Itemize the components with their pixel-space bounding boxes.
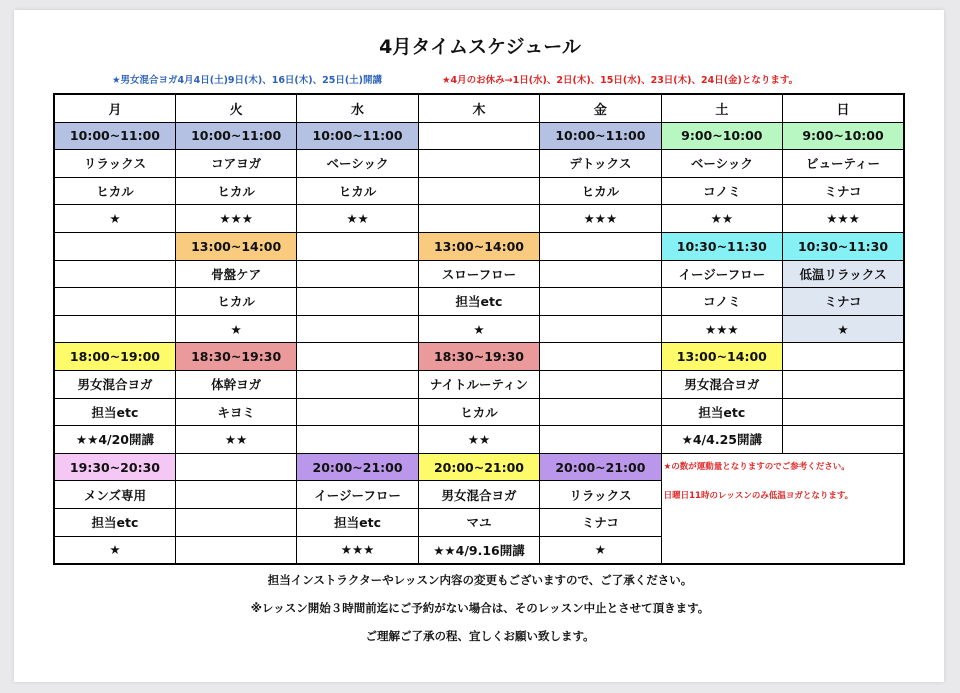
- empty-cell: [54, 288, 175, 316]
- intensity-stars: ★4/4.25開講: [661, 426, 782, 454]
- lesson-name: 男女混合ヨガ: [661, 370, 782, 398]
- empty-cell: [540, 288, 661, 316]
- lesson-name: スローフロー: [418, 260, 539, 288]
- intensity-stars: ★★★: [783, 205, 904, 233]
- lesson-row: [54, 260, 904, 288]
- empty-cell: [297, 343, 418, 371]
- time-slot: 20:00~21:00: [418, 453, 539, 481]
- time-slot: 20:00~21:00: [297, 453, 418, 481]
- day-header: 月: [54, 94, 175, 122]
- lesson-name: 低温リラックス: [783, 260, 904, 288]
- time-slot: 13:00~14:00: [661, 343, 782, 371]
- day-header: 日: [783, 94, 904, 122]
- day-header-row: [54, 94, 904, 122]
- intensity-stars: ★★4/20開講: [54, 426, 175, 454]
- coed-yoga-notice: ★男女混合ヨガ4月4日(土)9日(木)、16日(木)、25日(土)開講: [112, 75, 383, 86]
- empty-cell: [540, 398, 661, 426]
- instructor-name: コノミ: [661, 288, 782, 316]
- time-slot: 18:30~19:30: [418, 343, 539, 371]
- intensity-stars: ★: [418, 315, 539, 343]
- time-slot: 10:00~11:00: [54, 122, 175, 150]
- intensity-stars: ★: [175, 315, 296, 343]
- intensity-stars: ★: [54, 205, 175, 233]
- notes-cell: [661, 453, 904, 564]
- instructor-name: ヒカル: [175, 288, 296, 316]
- empty-cell: [297, 370, 418, 398]
- instructor-name: 担当etc: [297, 508, 418, 536]
- intensity-stars: ★★★: [297, 536, 418, 564]
- time-row: [54, 453, 904, 481]
- lesson-name: ビューティー: [783, 150, 904, 178]
- page-title: 4月タイムスケジュール: [379, 36, 581, 58]
- instructor-name: 担当etc: [418, 288, 539, 316]
- lesson-name: ベーシック: [661, 150, 782, 178]
- time-row: [54, 122, 904, 150]
- time-slot: 13:00~14:00: [418, 232, 539, 260]
- empty-cell: [54, 315, 175, 343]
- holiday-notice: ★4月のお休み→1日(水)、2日(木)、15日(水)、23日(木)、24日(金)となります。: [442, 75, 799, 86]
- schedule-table: [53, 93, 905, 565]
- empty-cell: [540, 260, 661, 288]
- empty-cell: [297, 315, 418, 343]
- empty-cell: [783, 343, 904, 371]
- empty-cell: [418, 122, 539, 150]
- star-intensity-note: ★の数が運動量となりますのでご参考ください。: [663, 461, 850, 472]
- day-header: 火: [175, 94, 296, 122]
- empty-cell: [297, 426, 418, 454]
- intensity-stars: ★★★: [661, 315, 782, 343]
- day-header: 木: [418, 94, 539, 122]
- intensity-stars: ★★4/9.16開講: [418, 536, 539, 564]
- lesson-row: [54, 150, 904, 178]
- empty-cell: [297, 232, 418, 260]
- lesson-name: デトックス: [540, 150, 661, 178]
- intensity-row: [54, 426, 904, 454]
- empty-cell: [175, 508, 296, 536]
- lesson-name: 骨盤ケア: [175, 260, 296, 288]
- instructor-name: 担当etc: [54, 398, 175, 426]
- intensity-stars: ★★: [297, 205, 418, 233]
- instructor-change-note: 担当インストラクターやレッスン内容の変更もございますので、ご了承ください。: [267, 573, 693, 587]
- lesson-name: リラックス: [540, 481, 661, 509]
- empty-cell: [175, 481, 296, 509]
- intensity-stars: ★★: [661, 205, 782, 233]
- lesson-name: ナイトルーティン: [418, 370, 539, 398]
- empty-cell: [297, 288, 418, 316]
- empty-cell: [540, 343, 661, 371]
- time-row: [54, 232, 904, 260]
- intensity-stars: ★: [54, 536, 175, 564]
- instructor-name: ヒカル: [540, 177, 661, 205]
- instructor-name: ヒカル: [54, 177, 175, 205]
- sunday-low-temp-note: 日曜日11時のレッスンのみ低温ヨガとなります。: [663, 490, 854, 501]
- instructor-name: ヒカル: [297, 177, 418, 205]
- time-slot: 19:30~20:30: [54, 453, 175, 481]
- empty-cell: [540, 426, 661, 454]
- lesson-name: 男女混合ヨガ: [54, 370, 175, 398]
- time-slot: 13:00~14:00: [175, 232, 296, 260]
- instructor-name: ミナコ: [540, 508, 661, 536]
- intensity-stars: ★: [540, 536, 661, 564]
- lesson-row: [54, 370, 904, 398]
- lesson-name: 体幹ヨガ: [175, 370, 296, 398]
- empty-cell: [297, 260, 418, 288]
- day-header: 土: [661, 94, 782, 122]
- instructor-row: [54, 177, 904, 205]
- lesson-name: コアヨガ: [175, 150, 296, 178]
- instructor-name: マユ: [418, 508, 539, 536]
- time-slot: 10:00~11:00: [297, 122, 418, 150]
- cancellation-policy-note: ※レッスン開始３時間前迄にご予約がない場合は、そのレッスン中止とさせて頂きます。: [250, 601, 710, 615]
- empty-cell: [297, 398, 418, 426]
- lesson-name: メンズ専用: [54, 481, 175, 509]
- instructor-name: コノミ: [661, 177, 782, 205]
- time-slot: 10:00~11:00: [540, 122, 661, 150]
- instructor-name: ミナコ: [783, 288, 904, 316]
- instructor-name: ミナコ: [783, 177, 904, 205]
- intensity-stars: ★★★: [175, 205, 296, 233]
- empty-cell: [540, 370, 661, 398]
- instructor-row: [54, 398, 904, 426]
- time-slot: 9:00~10:00: [783, 122, 904, 150]
- instructor-name: ヒカル: [418, 398, 539, 426]
- instructor-name: キヨミ: [175, 398, 296, 426]
- time-slot: 10:00~11:00: [175, 122, 296, 150]
- empty-cell: [783, 398, 904, 426]
- lesson-name: イージーフロー: [661, 260, 782, 288]
- instructor-row: [54, 288, 904, 316]
- instructor-name: 担当etc: [54, 508, 175, 536]
- instructor-name: ヒカル: [175, 177, 296, 205]
- empty-cell: [783, 370, 904, 398]
- empty-cell: [540, 315, 661, 343]
- empty-cell: [418, 177, 539, 205]
- intensity-stars: ★★: [418, 426, 539, 454]
- empty-cell: [54, 260, 175, 288]
- day-header: 水: [297, 94, 418, 122]
- intensity-row: [54, 205, 904, 233]
- lesson-name: リラックス: [54, 150, 175, 178]
- empty-cell: [783, 426, 904, 454]
- instructor-name: 担当etc: [661, 398, 782, 426]
- intensity-stars: ★: [783, 315, 904, 343]
- time-slot: 9:00~10:00: [661, 122, 782, 150]
- time-slot: 18:00~19:00: [54, 343, 175, 371]
- time-slot: 20:00~21:00: [540, 453, 661, 481]
- day-header: 金: [540, 94, 661, 122]
- time-row: [54, 343, 904, 371]
- time-slot: 10:30~11:30: [783, 232, 904, 260]
- intensity-row: [54, 315, 904, 343]
- time-slot: 18:30~19:30: [175, 343, 296, 371]
- empty-cell: [540, 232, 661, 260]
- thanks-note: ご理解ご了承の程、宜しくお願い致します。: [365, 629, 595, 643]
- time-slot: 10:30~11:30: [661, 232, 782, 260]
- empty-cell: [54, 232, 175, 260]
- lesson-name: イージーフロー: [297, 481, 418, 509]
- intensity-stars: ★★★: [540, 205, 661, 233]
- empty-cell: [175, 453, 296, 481]
- empty-cell: [418, 150, 539, 178]
- lesson-name: 男女混合ヨガ: [418, 481, 539, 509]
- empty-cell: [175, 536, 296, 564]
- lesson-name: ベーシック: [297, 150, 418, 178]
- empty-cell: [418, 205, 539, 233]
- intensity-stars: ★★: [175, 426, 296, 454]
